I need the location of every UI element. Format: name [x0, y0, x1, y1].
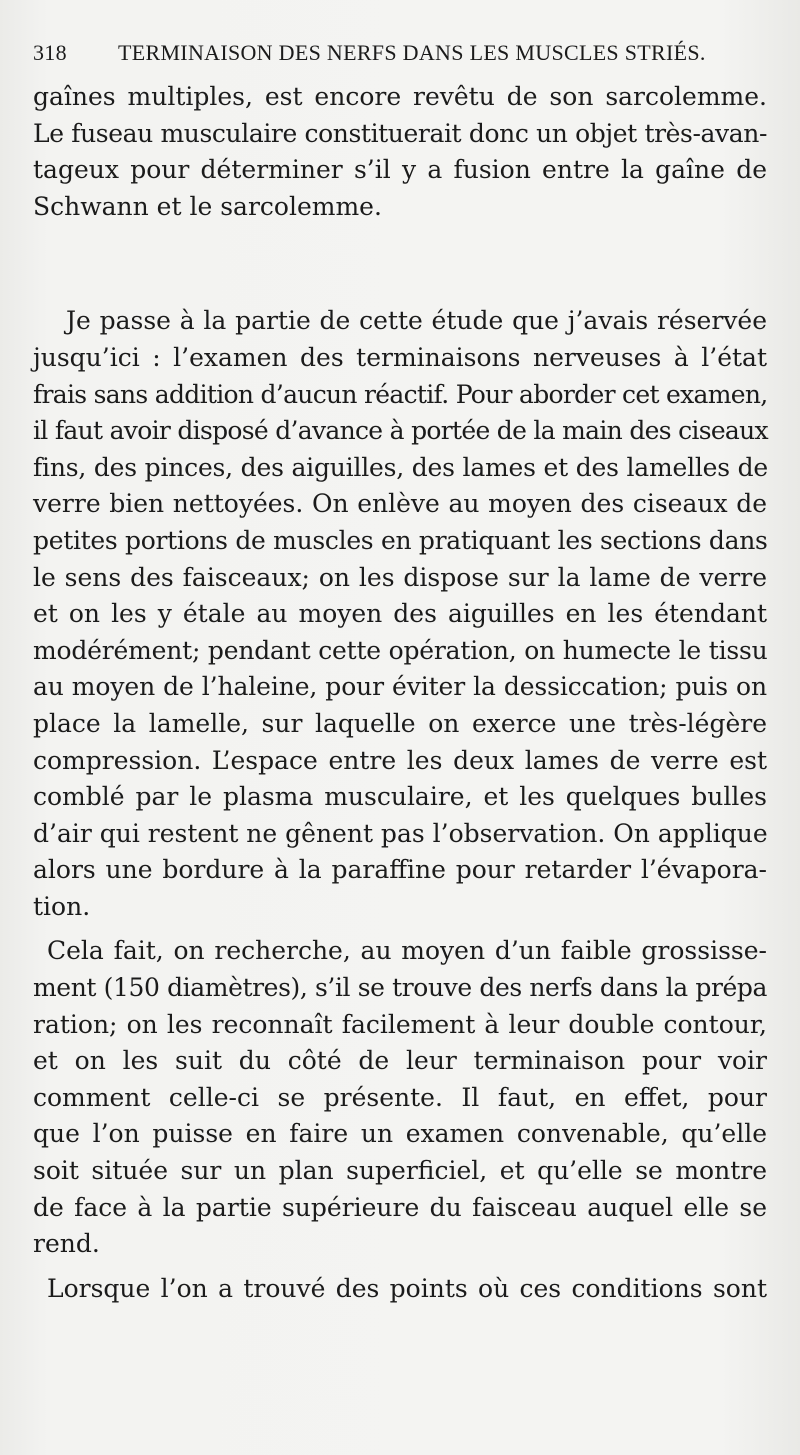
paragraph [33, 1271, 767, 1308]
text-line: compression. L’espace entre les deux lames de verre est [33, 745, 767, 775]
text-line: que l’on puisse en faire un examen convenable, qu’elle [33, 1119, 767, 1149]
text-line: modérément; pendant cette opération, on humecte le tissu [33, 635, 768, 665]
text-line: jusqu’ici : l’examen des terminaisons nerveuses à l’état [33, 342, 767, 372]
text-line: tageux pour déterminer s’il y a fusion entre la gaîne de [33, 155, 767, 185]
text-line: comblé par le plasma musculaire, et les quelques bulles [33, 782, 767, 812]
text-line: verre bien nettoyées. On enlève au moyen des ciseaux de [33, 489, 767, 519]
text-line: alors une bordure à la paraffine pour retarder l’évapora- [33, 855, 767, 885]
text-line: Lorsque l’on a trouvé des points où ces conditions sont [47, 1273, 767, 1303]
text-line: ration; on les reconnaît facilement à leur double contour, [33, 1009, 767, 1039]
text-line: Cela fait, on recherche, au moyen d’un faible grossisse- [47, 936, 767, 966]
text-line: et on les y étale au moyen des aiguilles en les étendant [33, 599, 767, 629]
text-line: petites portions de muscles en pratiquant les sections dans [33, 525, 768, 555]
text-line: rend. [33, 1229, 100, 1259]
text-line: au moyen de l’haleine, pour éviter la dessiccation; puis on [33, 672, 767, 702]
text-line: soit située sur un plan superficiel, et qu’elle se montre [33, 1156, 767, 1186]
text-line: le sens des faisceaux; on les dispose sur la lame de verre [33, 562, 767, 592]
text-line: fins, des pinces, des aiguilles, des lames et des lamelles de [33, 452, 769, 482]
paragraph-gap [33, 225, 767, 303]
paragraph [33, 79, 767, 225]
text-line: tion. [33, 891, 91, 921]
text-line: d’air qui restent ne gênent pas l’observation. On applique [33, 818, 768, 848]
paragraph-gap [33, 1263, 767, 1271]
text-line: frais sans addition d’aucun réactif. Pour aborder cet examen, [33, 379, 768, 409]
body-text [33, 79, 767, 1307]
text-line: gaînes multiples, est encore revêtu de son sarcolemme. [33, 82, 767, 111]
text-line: comment celle-ci se présente. Il faut, en effet, pour [33, 1082, 767, 1112]
text-line: place la lamelle, sur laquelle on exerce une très-légère [33, 708, 767, 738]
page-header [33, 38, 775, 68]
running-title: TERMINAISON DES NERFS DANS LES MUSCLES STRIÉS. [118, 40, 706, 65]
text-line: ment (150 diamètres), s’il se trouve des nerfs dans la prépa [33, 973, 767, 1003]
text-line: et on les suit du côté de leur terminaison pour voir [33, 1046, 767, 1076]
paragraph-gap [33, 925, 767, 933]
paragraph [33, 933, 767, 1262]
text-line: il faut avoir disposé d’avance à portée de la main des ciseaux [33, 416, 768, 446]
text-line: Je passe à la partie de cette étude que j’avais réservée [66, 306, 767, 336]
page-number: 318 [33, 40, 67, 65]
text-line: Schwann et le sarcolemme. [33, 191, 382, 221]
paragraph [33, 303, 767, 925]
text-line: Le fuseau musculaire constituerait donc un objet très-avan- [33, 118, 767, 148]
text-line: de face à la partie supérieure du faisceau auquel elle se [33, 1192, 767, 1222]
